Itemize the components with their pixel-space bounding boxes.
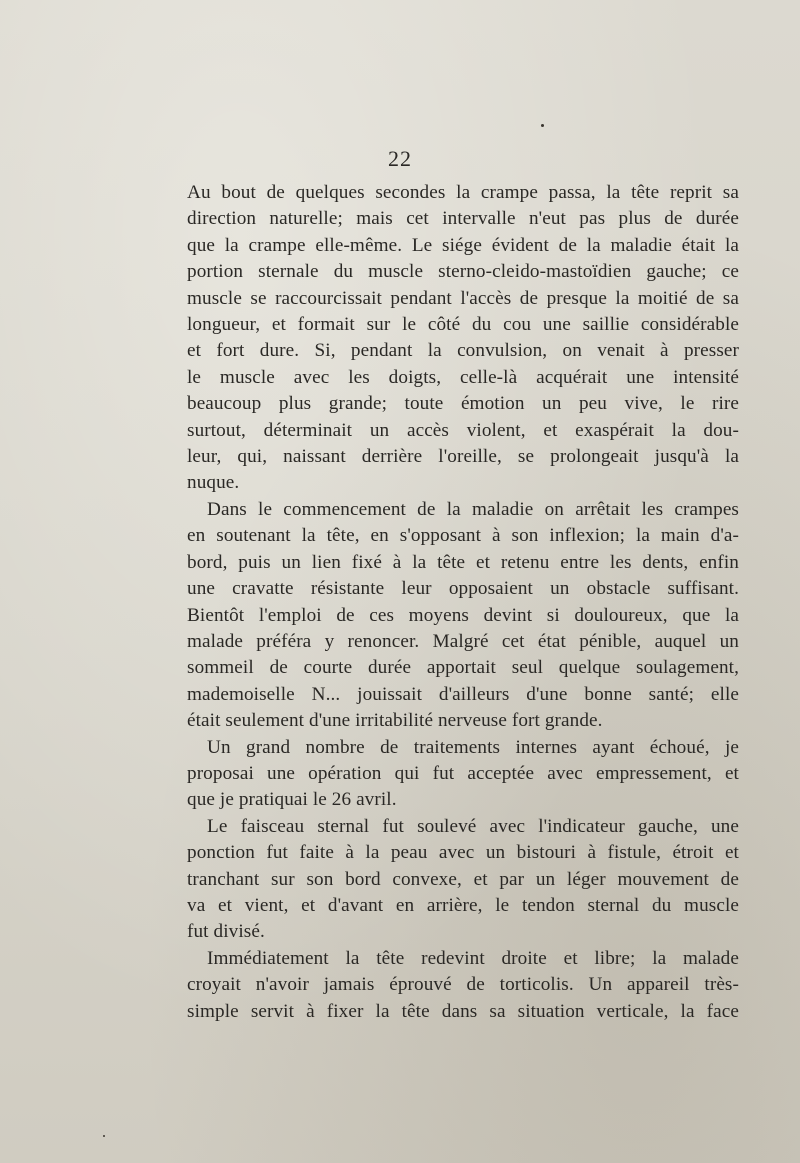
page-number: 22	[388, 146, 412, 171]
text-line: que la crampe elle-même. Le siége évident de la maladie était la	[187, 234, 739, 256]
paper-speck	[541, 124, 544, 127]
text-line: simple servit à fixer la tête dans sa situation verticale, la face	[187, 1000, 739, 1022]
text-line: croyait n'avoir jamais éprouvé de torticolis. Un appareil très-	[187, 974, 739, 996]
text-line: muscle se raccourcissait pendant l'accès de presque la moitié de sa	[187, 287, 739, 309]
text-line: Le faisceau sternal fut soulevé avec l'indicateur gauche, une	[207, 815, 739, 837]
text-line: et fort dure. Si, pendant la convulsion, on venait à presser	[187, 340, 739, 362]
paper-speck	[103, 1135, 105, 1137]
body-text	[187, 180, 739, 1025]
text-line: le muscle avec les doigts, celle-là acquérait une intensité	[187, 366, 739, 388]
paragraph	[187, 735, 739, 814]
text-line: longueur, et formait sur le côté du cou une saillie considérable	[187, 314, 739, 336]
text-line: leur, qui, naissant derrière l'oreille, se prolongeait jusqu'à la	[187, 446, 739, 468]
paragraph	[187, 180, 739, 497]
text-line: sommeil de courte durée apportait seul quelque soulagement,	[187, 657, 739, 679]
text-line: malade préféra y renoncer. Malgré cet état pénible, auquel un	[187, 630, 739, 652]
text-line: surtout, déterminait un accès violent, et exaspérait la dou-	[187, 419, 739, 441]
text-line: une cravatte résistante leur opposaient un obstacle suffisant.	[187, 578, 739, 600]
text-line: Bientôt l'emploi de ces moyens devint si douloureux, que la	[187, 604, 739, 626]
text-line: portion sternale du muscle sterno-cleido-mastoïdien gauche; ce	[187, 261, 739, 283]
paragraph	[187, 814, 739, 946]
text-line: proposai une opération qui fut acceptée avec empressement, et	[187, 762, 739, 784]
text-line: Au bout de quelques secondes la crampe passa, la tête reprit sa	[187, 182, 739, 203]
text-line: Un grand nombre de traitements internes ayant échoué, je	[207, 736, 739, 758]
paragraph	[187, 497, 739, 735]
text-line: direction naturelle; mais cet intervalle n'eut pas plus de durée	[187, 208, 739, 230]
text-line: va et vient, et d'avant en arrière, le tendon sternal du muscle	[187, 894, 739, 916]
text-line: Immédiatement la tête redevint droite et libre; la malade	[207, 947, 739, 969]
text-line: ponction fut faite à la peau avec un bistouri à fistule, étroit et	[187, 842, 739, 864]
text-line: mademoiselle N... jouissait d'ailleurs d'une bonne santé; elle	[187, 683, 739, 705]
text-line: bord, puis un lien fixé à la tête et retenu entre les dents, enfin	[187, 551, 739, 573]
paragraph	[187, 946, 739, 1025]
text-line: était seulement d'une irritabilité nerveuse fort grande.	[187, 710, 603, 732]
text-line: tranchant sur son bord convexe, et par un léger mouvement de	[187, 868, 739, 890]
text-line: Dans le commencement de la maladie on arrêtait les crampes	[207, 498, 739, 520]
text-line: en soutenant la tête, en s'opposant à son inflexion; la main d'a-	[187, 525, 739, 547]
text-line: beaucoup plus grande; toute émotion un peu vive, le rire	[187, 393, 739, 415]
text-line: fut divisé.	[187, 921, 265, 943]
text-line: que je pratiquai le 26 avril.	[187, 789, 397, 811]
text-line: nuque.	[187, 472, 240, 494]
